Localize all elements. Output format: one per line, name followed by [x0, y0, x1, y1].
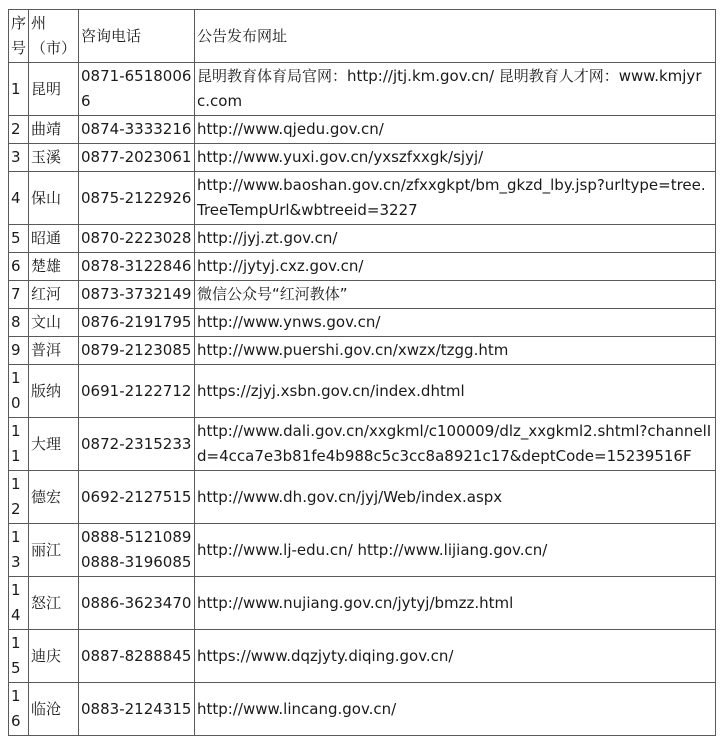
row-no: 4	[9, 172, 29, 225]
row-no: 10	[9, 365, 29, 418]
row-url: https://www.dqzjyty.diqing.gov.cn/	[195, 630, 716, 683]
row-no: 8	[9, 309, 29, 337]
row-phone: 0692-2127515	[79, 471, 195, 524]
row-city: 大理	[29, 418, 79, 471]
row-phone: 0691-2122712	[79, 365, 195, 418]
row-no: 12	[9, 471, 29, 524]
table-row	[9, 418, 716, 471]
table-row	[9, 683, 716, 736]
table-row	[9, 225, 716, 253]
table-row	[9, 281, 716, 309]
table-row	[9, 172, 716, 225]
header-phone: 咨询电话	[79, 10, 195, 63]
contact-table	[8, 9, 716, 736]
row-url: http://www.lj-edu.cn/ http://www.lijiang.gov.cn/	[195, 524, 716, 577]
row-url: http://www.dh.gov.cn/jyj/Web/index.aspx	[195, 471, 716, 524]
table-row	[9, 116, 716, 144]
row-url: 昆明教育体育局官网：http://jtj.km.gov.cn/ 昆明教育人才网：www.kmjyrc.com	[195, 63, 716, 116]
row-no: 1	[9, 63, 29, 116]
header-no: 序号	[9, 10, 29, 63]
row-url: http://www.qjedu.gov.cn/	[195, 116, 716, 144]
row-url: http://www.yuxi.gov.cn/yxszfxxgk/sjyj/	[195, 144, 716, 172]
row-phone: 0870-2223028	[79, 225, 195, 253]
row-city: 昭通	[29, 225, 79, 253]
table-row	[9, 524, 716, 577]
row-city: 迪庆	[29, 630, 79, 683]
row-phone: 0877-2023061	[79, 144, 195, 172]
table-row	[9, 577, 716, 630]
row-phone: 0879-2123085	[79, 337, 195, 365]
row-no: 15	[9, 630, 29, 683]
row-city: 临沧	[29, 683, 79, 736]
table-row	[9, 630, 716, 683]
row-phone: 0871-65180066	[79, 63, 195, 116]
table-row	[9, 253, 716, 281]
header-row	[9, 10, 716, 63]
row-phone: 0873-3732149	[79, 281, 195, 309]
row-city: 红河	[29, 281, 79, 309]
row-city: 德宏	[29, 471, 79, 524]
row-no: 3	[9, 144, 29, 172]
row-phone: 0876-2191795	[79, 309, 195, 337]
row-no: 9	[9, 337, 29, 365]
row-phone: 0878-3122846	[79, 253, 195, 281]
row-city: 曲靖	[29, 116, 79, 144]
row-phone: 0883-2124315	[79, 683, 195, 736]
row-city: 怒江	[29, 577, 79, 630]
header-city: 州（市）	[29, 10, 79, 63]
row-city: 版纳	[29, 365, 79, 418]
row-city: 昆明	[29, 63, 79, 116]
row-city: 文山	[29, 309, 79, 337]
row-url: http://www.ynws.gov.cn/	[195, 309, 716, 337]
row-city: 丽江	[29, 524, 79, 577]
row-url: http://www.nujiang.gov.cn/jytyj/bmzz.html	[195, 577, 716, 630]
row-phone: 0888-5121089 0888-3196085	[79, 524, 195, 577]
row-no: 7	[9, 281, 29, 309]
table-row	[9, 365, 716, 418]
row-phone: 0886-3623470	[79, 577, 195, 630]
table-row	[9, 63, 716, 116]
row-no: 5	[9, 225, 29, 253]
row-phone: 0872-2315233	[79, 418, 195, 471]
table-row	[9, 144, 716, 172]
row-url: http://www.lincang.gov.cn/	[195, 683, 716, 736]
row-url: http://jytyj.cxz.gov.cn/	[195, 253, 716, 281]
row-city: 楚雄	[29, 253, 79, 281]
header-url: 公告发布网址	[195, 10, 716, 63]
row-no: 6	[9, 253, 29, 281]
table-row	[9, 471, 716, 524]
row-url: https://zjyj.xsbn.gov.cn/index.dhtml	[195, 365, 716, 418]
row-no: 14	[9, 577, 29, 630]
row-no: 13	[9, 524, 29, 577]
row-city: 玉溪	[29, 144, 79, 172]
row-no: 2	[9, 116, 29, 144]
row-url: 微信公众号“红河教体”	[195, 281, 716, 309]
row-url: http://www.puershi.gov.cn/xwzx/tzgg.htm	[195, 337, 716, 365]
row-url: http://www.dali.gov.cn/xxgkml/c100009/dlz_xxgkml2.shtml?channelId=4cca7e3b81fe4b988c5c3cc8a8921c17&deptCode=15239516F	[195, 418, 716, 471]
row-phone: 0875-2122926	[79, 172, 195, 225]
row-url: http://jyj.zt.gov.cn/	[195, 225, 716, 253]
row-phone: 0874-3333216	[79, 116, 195, 144]
row-city: 保山	[29, 172, 79, 225]
row-url: http://www.baoshan.gov.cn/zfxxgkpt/bm_gkzd_lby.jsp?urltype=tree.TreeTempUrl&wbtreeid=3227	[195, 172, 716, 225]
row-no: 16	[9, 683, 29, 736]
table-row	[9, 309, 716, 337]
row-no: 11	[9, 418, 29, 471]
row-phone: 0887-8288845	[79, 630, 195, 683]
table-row	[9, 337, 716, 365]
row-city: 普洱	[29, 337, 79, 365]
